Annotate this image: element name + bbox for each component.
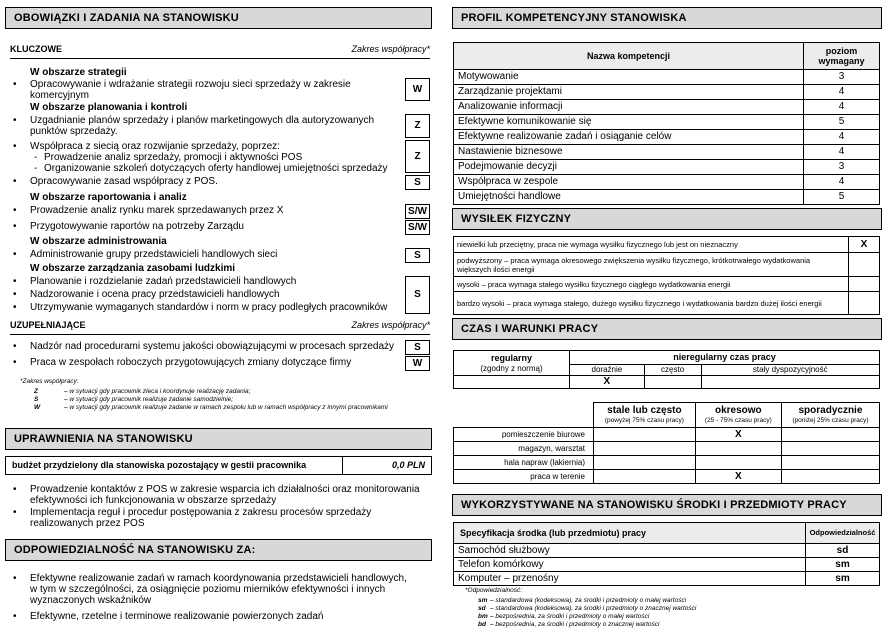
scope-code-box: S/W	[405, 204, 430, 219]
scope-code-box: S	[405, 248, 430, 263]
power-item: • Prowadzenie kontaktów z POS w zakresie wsparcia ich działalności oraz monitorowania efektywności ich funkcjonowania w obszarze sprzedaży	[30, 484, 425, 506]
duty-item: • Utrzymywanie wymaganych standardów i norm w pracy podległych pracowników	[30, 302, 400, 313]
resp-item: • Efektywne realizowanie zadań w ramach koordynowania przedstawicieli handlowych, w tym w szczególności, za osiągnięcie poziomu mierników efektywności i innych wyznaczonych wskaźników	[30, 573, 415, 606]
resp-legend: sm – standardowa (kodeksowa), za środki i przedmioty o małej wartości sd – standardowa (kodeksowa), za środki i przedmioty o znacznej wartości bm – bezpośrednia, za środki i przedmioty o małej wartości bd – bezpośrednia, za środki i przedmioty o znacznej wartości	[478, 597, 697, 628]
place-row: praca w terenie X	[454, 470, 880, 484]
duty-item: • Uzgadnianie planów sprzedaży i planów marketingowych dla autoryzowanych punktów sprzedaży.	[30, 115, 390, 137]
duty-item: • Nadzorowanie i ocena pracy przedstawicieli handlowych	[30, 289, 390, 300]
scope-code-box: W	[405, 356, 430, 371]
budget-value: 0,0 PLN	[391, 460, 425, 470]
competence-row: Współpraca w zespole 4	[454, 175, 880, 190]
scope-label: Zakres współpracy*	[351, 44, 430, 54]
time-header: CZAS I WARUNKI PRACY	[452, 318, 882, 340]
irr-mark	[644, 376, 701, 389]
irr-col: doraźnie	[570, 365, 645, 376]
means-col-name: Specyfikacja środka (lub przedmiotu) pracy	[454, 523, 806, 544]
group-reporting-title: W obszarze raportowania i analiz	[30, 192, 187, 203]
physical-row: podwyższony – praca wymaga okresowego zwiększenia wysiłku fizycznego, krótkotrwałego wydatkowania większych ilości energii	[454, 253, 880, 277]
place-col: okresowo (25 - 75% czasu pracy)	[695, 403, 781, 428]
group-admin-title: W obszarze administrowania	[30, 236, 167, 247]
duty-item: • Planowanie i rozdzielanie zadań przedstawicieli handlowych	[30, 276, 390, 287]
duty-subitem: - Organizowanie szkoleń dotyczących oferty handlowej umiejętności sprzedaży	[44, 163, 404, 174]
means-row: Telefon komórkowy sm	[454, 558, 880, 572]
supp-item: • Praca w zespołach roboczych przygotowujących zmiany dotyczące firmy	[30, 357, 400, 368]
supp-label: UZUPEŁNIAJĄCE	[10, 320, 86, 330]
supp-item: • Nadzór nad procedurami systemu jakości obowiązującymi w procesach sprzedaży	[30, 341, 400, 352]
physical-table	[453, 236, 880, 315]
supp-scope-label: Zakres współpracy*	[351, 320, 430, 330]
competence-table	[453, 42, 880, 205]
competence-row: Umiejętności handlowe 5	[454, 190, 880, 205]
power-item: • Implementacja reguł i procedur postępowania z zakresu procesów sprzedaży realizowanych przez POS	[30, 507, 410, 529]
duty-item: • Opracowywanie i wdrażanie strategii rozwoju sieci sprzedaży w zakresie komercyjnym	[30, 79, 390, 101]
key-label: KLUCZOWE	[10, 44, 62, 54]
competence-row: Efektywne realizowanie zadań i osiąganie celów 4	[454, 130, 880, 145]
place-col: stale lub często (powyżej 75% czasu pracy)	[594, 403, 696, 428]
competence-row: Analizowanie informacji 4	[454, 100, 880, 115]
duties-header: OBOWIĄZKI I ZADANIA NA STANOWISKU	[5, 7, 432, 29]
irr-mark: X	[570, 376, 645, 389]
scope-code-box: Z	[405, 140, 430, 173]
scope-legend-title: *Zakres współpracy:	[20, 378, 79, 385]
physical-row: niewielki lub przeciętny, praca nie wymaga wysiłku fizycznego lub jest on nieznaczny X	[454, 237, 880, 253]
place-col: sporadycznie (poniżej 25% czasu pracy)	[781, 403, 879, 428]
group-strategy-title: W obszarze strategii	[30, 67, 127, 78]
regular-cell: regularny (zgodny z normą)	[454, 351, 570, 376]
competence-col-level: poziom wymagany	[804, 43, 880, 70]
budget-label: budżet przydzielony dla stanowiska pozostający w gestii pracownika	[12, 460, 307, 470]
scope-legend: Z – w sytuacji gdy pracownik zleca i koordynuje realizację zadania; S – w sytuacji gdy pracownik realizuje zadanie samodzielnie; W – w sytuacji gdy pracownik realizuje zadanie w ramach zespołu lub w ramach współpracy z innymi pracownikami	[34, 388, 388, 411]
group-planning-title: W obszarze planowania i kontroli	[30, 102, 188, 113]
place-row: hala napraw (lakiernia)	[454, 456, 880, 470]
competence-row: Zarządzanie projektami 4	[454, 85, 880, 100]
scope-code-box: W	[405, 78, 430, 101]
competence-col-name: Nazwa kompetencji	[454, 43, 804, 70]
workplace-table	[453, 402, 880, 484]
responsibility-header: ODPOWIEDZIALNOŚĆ NA STANOWISKU ZA:	[5, 539, 432, 561]
duty-item: • Opracowywanie zasad współpracy z POS.	[30, 176, 390, 187]
means-row: Komputer – przenośny sm	[454, 572, 880, 586]
powers-header: UPRAWNIENIA NA STANOWISKU	[5, 428, 432, 450]
competence-row: Efektywne komunikowanie się 5	[454, 115, 880, 130]
budget-row	[5, 456, 432, 475]
physical-header: WYSIŁEK FIZYCZNY	[452, 208, 882, 230]
key-duties-subheader	[10, 44, 430, 59]
scope-code-box: Z	[405, 114, 430, 138]
worktime-table	[453, 350, 880, 389]
duty-item: • Administrowanie grupy przedstawicieli handlowych sieci	[30, 249, 390, 260]
irr-col: stały dyspozycyjność	[701, 365, 879, 376]
scope-code-box: S	[405, 175, 430, 190]
physical-row: wysoki – praca wymaga stałego wysiłku fizycznego ciągłego wydatkowania energii	[454, 277, 880, 292]
competence-row: Motywowanie 3	[454, 70, 880, 85]
duty-item: • Prowadzenie analiz rynku marek sprzedawanych przez X	[30, 205, 390, 216]
competence-row: Nastawienie biznesowe 4	[454, 145, 880, 160]
physical-row: bardzo wysoki – praca wymaga stałego, dużego wysiłku fizycznego i wydatkowania bardzo dużej ilości energii	[454, 292, 880, 315]
scope-code-box: S/W	[405, 220, 430, 235]
group-hr-title: W obszarze zarządzania zasobami ludzkimi	[30, 263, 236, 274]
duty-item: • Współpraca z siecią oraz rozwijanie sprzedaży, poprzez:	[30, 141, 400, 152]
means-table	[453, 522, 880, 586]
supp-duties-subheader	[10, 320, 430, 335]
duty-item: • Przygotowywanie raportów na potrzeby Zarządu	[30, 221, 390, 232]
place-row: pomieszczenie biurowe X	[454, 428, 880, 442]
irregular-header: nieregularny czas pracy	[570, 351, 880, 365]
scope-code-box: S	[405, 340, 430, 355]
place-row: magazyn, warsztat	[454, 442, 880, 456]
resp-item: • Efektywne, rzetelne i terminowe realizowanie powierzonych zadań	[30, 611, 415, 622]
irr-mark	[701, 376, 879, 389]
scope-code-box: S	[405, 276, 430, 314]
resp-legend-title: *Odpowiedzialność:	[465, 587, 523, 594]
competence-row: Podejmowanie decyzji 3	[454, 160, 880, 175]
means-header: WYKORZYSTYWANE NA STANOWISKU ŚRODKI I PRZEDMIOTY PRACY	[452, 494, 882, 516]
competence-header: PROFIL KOMPETENCYJNY STANOWISKA	[452, 7, 882, 29]
means-row: Samochód służbowy sd	[454, 544, 880, 558]
means-col-resp: Odpowiedzialność	[806, 523, 880, 544]
duty-subitem: - Prowadzenie analiz sprzedaży, promocji i aktywności POS	[44, 152, 404, 163]
irr-col: często	[644, 365, 701, 376]
